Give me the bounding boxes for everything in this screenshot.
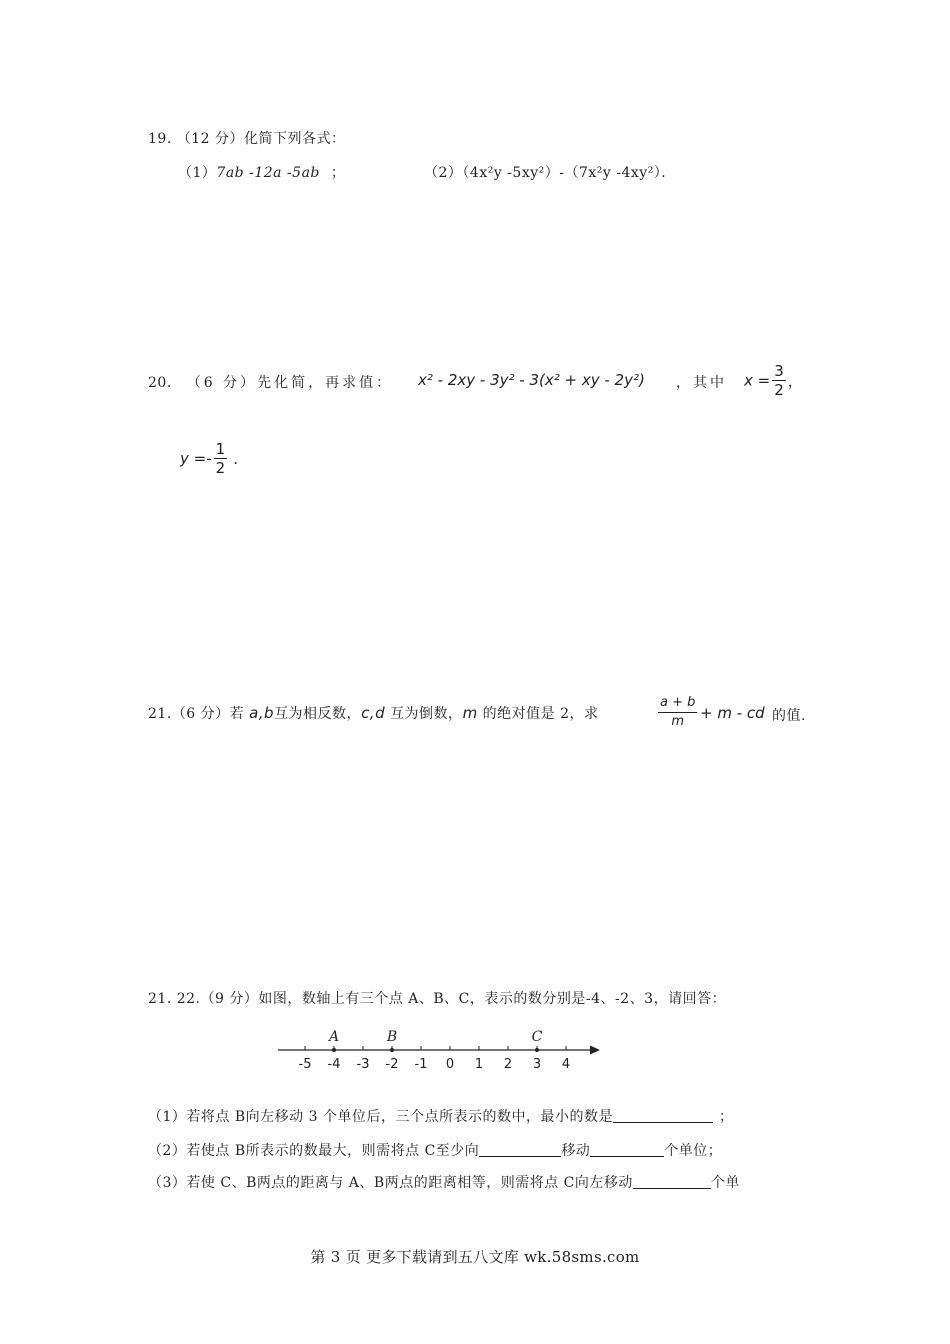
q22-sub2-blank1[interactable] [479, 1142, 561, 1157]
point-c-dot [535, 1048, 539, 1052]
q20-y-end: . [233, 449, 238, 468]
q20-prefix: （6 分）先化简，再求值： [186, 375, 394, 391]
q21-tail-expr: + m - cd [700, 704, 765, 722]
q21-cd: c,d [361, 704, 386, 722]
tick-label: 0 [445, 1057, 455, 1072]
q22-sub3 [148, 1172, 740, 1192]
q21-frac-den: m [671, 714, 685, 729]
point-b-dot [390, 1048, 394, 1052]
point-c-label: C [531, 1029, 543, 1045]
q22-sub2-blank2[interactable] [590, 1142, 664, 1157]
q22-sub2-text: （2）若使点 B所表示的数最大，则需将点 C至少向 [148, 1143, 480, 1159]
q20-x-end: ， [787, 372, 803, 390]
q22-sub2 [148, 1140, 722, 1160]
q20-middle: ，其中 [676, 375, 727, 391]
q20-x-value [744, 362, 803, 399]
q20-y-num: 1 [215, 440, 226, 458]
q21-text1: （6 分）若 [171, 706, 245, 722]
q21-text5: 的值. [772, 708, 806, 724]
tick-label: 1 [474, 1057, 484, 1072]
q19-part2-label: （2） [424, 165, 463, 181]
q19-part1-label: （1） [178, 165, 217, 181]
q22-sub1-blank[interactable] [613, 1108, 713, 1123]
q19-part1-expr: 7ab -12a -5ab [216, 165, 320, 181]
q22-sub3-blank[interactable] [633, 1174, 711, 1189]
q21-fraction [656, 694, 699, 731]
tick-label: 3 [532, 1057, 542, 1072]
point-a-dot [332, 1048, 336, 1052]
q20-y-den: 2 [215, 459, 226, 477]
q21-text3: 互为倒数， [390, 706, 463, 722]
q20-x-lhs: x = [744, 371, 771, 390]
q21-frac-num: a + b [658, 694, 697, 713]
q19-part1-end: ； [330, 165, 346, 181]
q21-frac [658, 694, 697, 731]
q21-m: m [462, 704, 478, 722]
tick-label: -4 [327, 1057, 341, 1072]
point-a-label: A [328, 1029, 340, 1045]
q21-text4: 的绝对值是 2，求 [482, 706, 599, 722]
q22-sub1 [148, 1106, 733, 1126]
q22-sub2-end: 个单位； [664, 1143, 723, 1159]
q22-sub3-text: （3）若使 C、B两点的距离与 A、B两点的距离相等，则需将点 C向左移动 [148, 1175, 633, 1191]
tick-label: -5 [298, 1057, 312, 1072]
q20-x-fraction [772, 362, 786, 399]
q22-sub2-mid: 移动 [561, 1143, 591, 1159]
q22-sub1-end: ； [718, 1109, 734, 1125]
tick-label: -1 [414, 1057, 428, 1072]
q20-y-fraction [214, 440, 228, 477]
q20-label: 20. [148, 375, 172, 391]
q20-y-value [180, 440, 238, 477]
q19-header: 19. （12 分）化简下列各式： [148, 131, 346, 147]
tick-label: -3 [356, 1057, 370, 1072]
q21-text2: 互为相反数， [274, 706, 362, 722]
page-footer: 第 3 页 更多下载请到五八文库 wk.58sms.com [310, 1248, 640, 1266]
q20-x-den: 2 [774, 381, 784, 399]
q21-line [148, 702, 599, 725]
q20-y-lhs: y =- [180, 449, 212, 468]
tick-label: -2 [385, 1057, 399, 1072]
q19-part2 [424, 162, 676, 182]
q22-sub1-text: （1）若将点 B向左移动 3 个单位后，三个点所表示的数中，最小的数是 [148, 1109, 613, 1125]
number-line-arrow [590, 1046, 600, 1055]
q20-x-num: 3 [774, 362, 784, 380]
q20-line1 [148, 372, 393, 392]
q22-sub3-end: 个单 [710, 1175, 740, 1191]
q21-label: 21. [148, 706, 172, 722]
point-b-label: B [386, 1029, 398, 1045]
number-line-points [327, 1029, 543, 1052]
q19-part1 [178, 162, 345, 182]
tick-label: 4 [561, 1057, 571, 1072]
q21-ab: a,b [249, 704, 275, 722]
q22-header: 21. 22.（9 分）如图，数轴上有三个点 A、B、C，表示的数分别是-4、-2、3，请回答： [148, 991, 727, 1007]
number-line-figure [270, 1020, 610, 1076]
q19-part2-expr: （4x²y -5xy²）-（7x²y -4xy²）． [462, 165, 676, 181]
tick-label: 2 [503, 1057, 513, 1072]
q20-expression: x² - 2xy - 3y² - 3(x² + xy - 2y²) [418, 371, 645, 389]
